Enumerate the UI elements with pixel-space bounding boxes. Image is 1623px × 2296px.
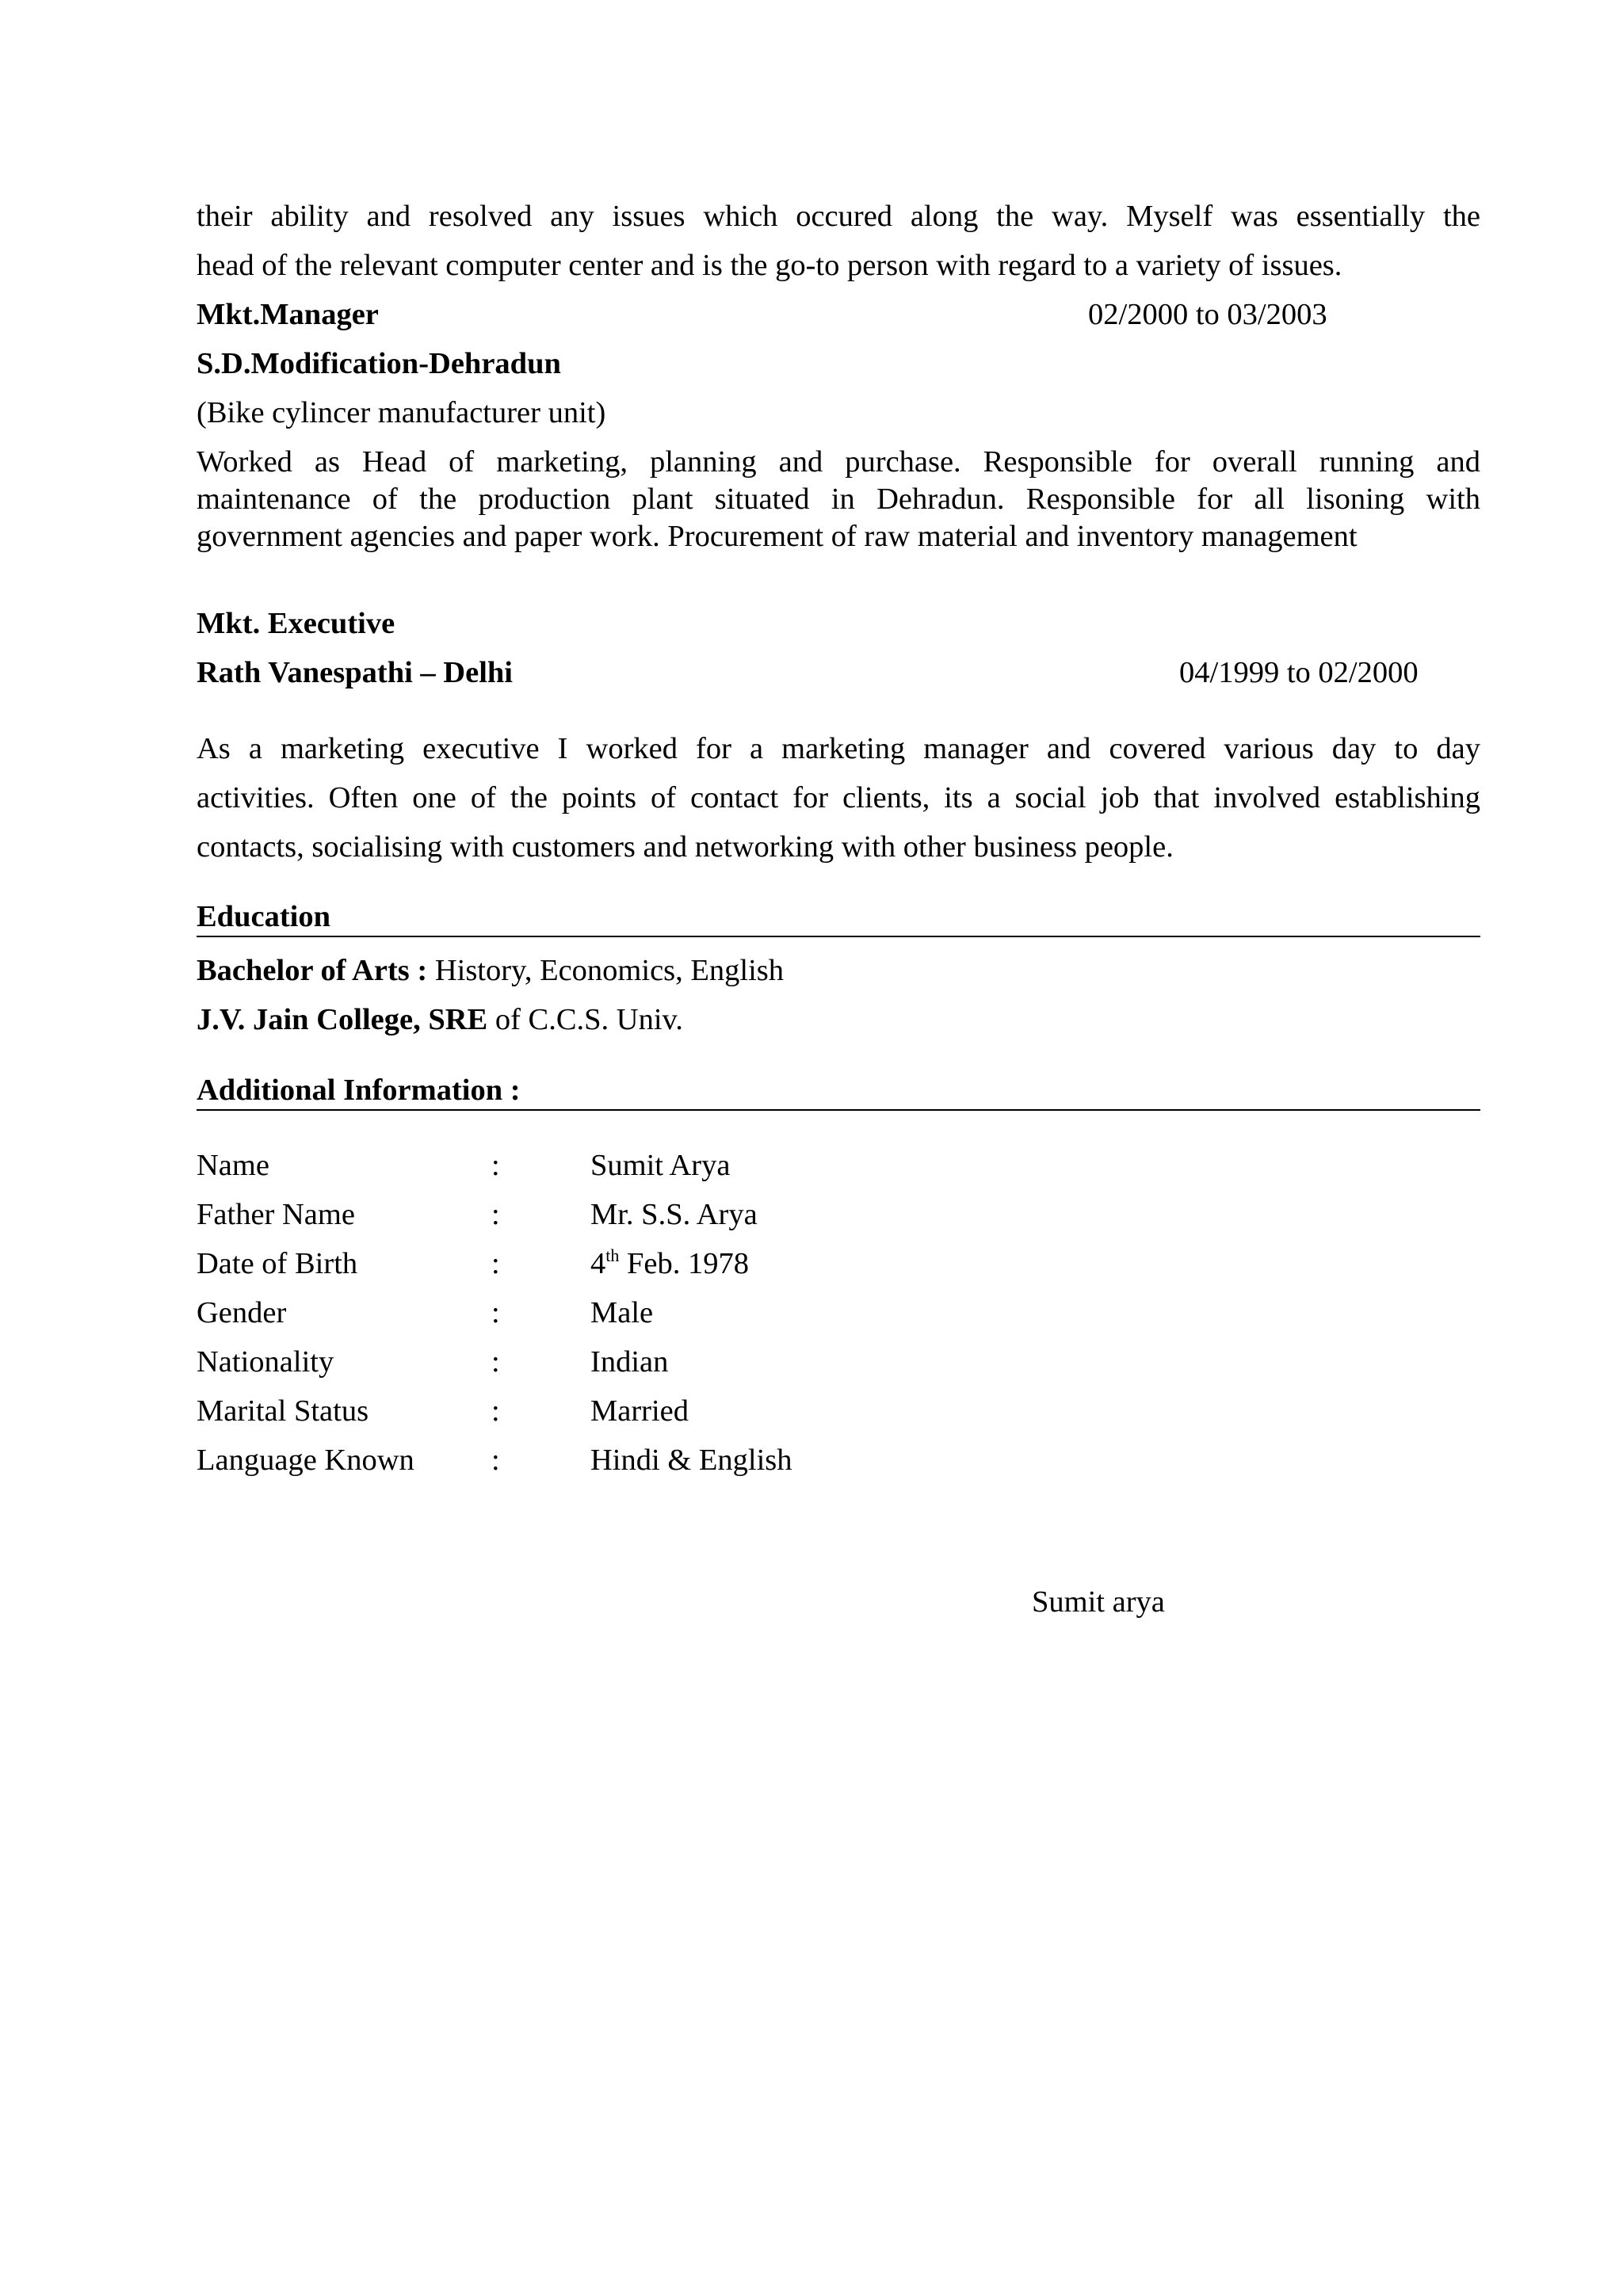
degree-subjects: History, Economics, English <box>427 954 785 987</box>
info-label: Father Name <box>197 1198 355 1231</box>
degree-label: Bachelor of Arts : <box>197 954 428 987</box>
job1-dates: 02/2000 to 03/2003 <box>1088 298 1327 331</box>
job1-desc-line-2: maintenance of the production plant situated in Dehradun. Responsible for all lisoning with <box>197 482 1480 516</box>
info-label: Name <box>197 1149 269 1182</box>
job2-desc-line-1: As a marketing executive I worked for a marketing manager and covered various day to day <box>197 732 1480 765</box>
job2-desc-line-3: contacts, socialising with customers and networking with other business people. <box>197 830 1174 864</box>
intro-line-2: head of the relevant computer center and is the go-to person with regard to a variety of issues. <box>197 249 1342 282</box>
info-value: Mr. S.S. Arya <box>590 1198 758 1231</box>
dob-day: 4 <box>590 1247 606 1280</box>
job1-unit: (Bike cylincer manufacturer unit) <box>197 396 606 429</box>
info-label: Date of Birth <box>197 1247 358 1280</box>
info-label: Language Known <box>197 1444 414 1477</box>
job2-company: Rath Vanespathi – Delhi <box>197 656 514 689</box>
info-colon: : <box>491 1345 500 1379</box>
info-colon: : <box>491 1296 500 1329</box>
info-colon: : <box>491 1247 500 1280</box>
job2-desc-line-2: activities. Often one of the points of contact for clients, its a social job that involved establishing <box>197 781 1480 814</box>
info-label: Marital Status <box>197 1394 369 1428</box>
college-rest: of C.C.S. Univ. <box>487 1003 683 1036</box>
job2-title: Mkt. Executive <box>197 607 395 640</box>
info-value: Male <box>590 1296 654 1329</box>
info-value: Sumit Arya <box>590 1149 731 1182</box>
job1-title: Mkt.Manager <box>197 298 379 331</box>
info-colon: : <box>491 1149 500 1182</box>
info-value: Married <box>590 1394 689 1428</box>
info-colon: : <box>491 1198 500 1231</box>
info-value: Indian <box>590 1345 669 1379</box>
additional-info-heading: Additional Information : <box>197 1075 1480 1111</box>
info-value: Hindi & English <box>590 1444 792 1477</box>
education-heading: Education <box>197 902 1480 937</box>
dob-ordinal: th <box>605 1245 620 1265</box>
info-label: Nationality <box>197 1345 334 1379</box>
college-label: J.V. Jain College, SRE <box>197 1003 488 1036</box>
intro-line-1: their ability and resolved any issues which occured along the way. Myself was essentially the <box>197 200 1480 233</box>
education-college <box>197 1005 683 1035</box>
info-value <box>590 1245 749 1280</box>
job1-desc-line-1: Worked as Head of marketing, planning and purchase. Responsible for overall running and <box>197 445 1480 479</box>
job1-desc-line-3: government agencies and paper work. Procurement of raw material and inventory management <box>197 520 1358 553</box>
dob-rest: Feb. 1978 <box>619 1247 749 1280</box>
job2-dates: 04/1999 to 02/2000 <box>1179 656 1419 689</box>
info-label: Gender <box>197 1296 287 1329</box>
info-colon: : <box>491 1444 500 1477</box>
signature-name: Sumit arya <box>1032 1585 1165 1619</box>
info-colon: : <box>491 1394 500 1428</box>
education-degree <box>197 955 784 986</box>
job1-company: S.D.Modification-Dehradun <box>197 347 561 380</box>
